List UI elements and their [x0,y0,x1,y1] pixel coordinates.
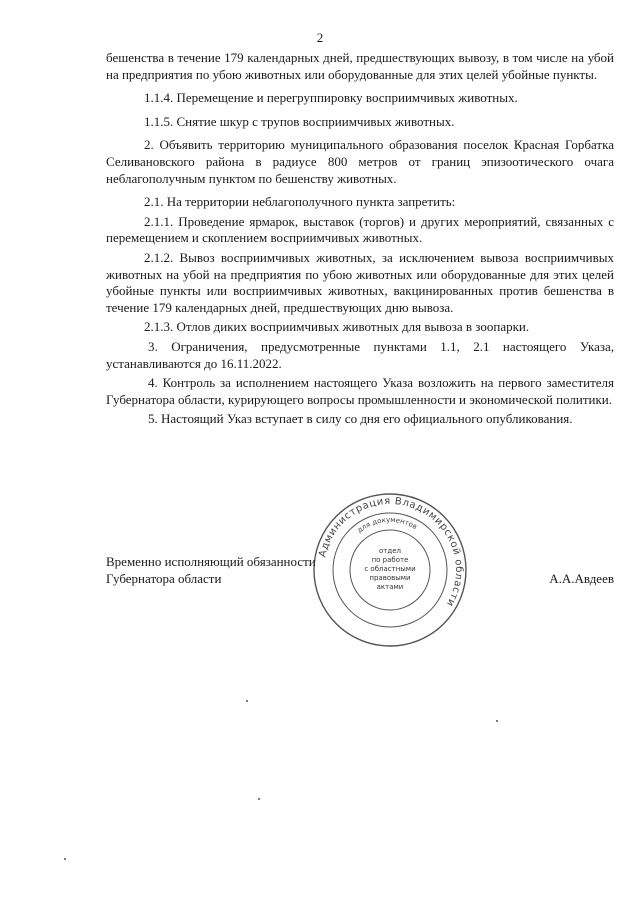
document-body [106,50,614,435]
stamp-outer-text: Администрация Владимирской области [317,495,465,609]
scan-speck [496,720,498,722]
signer-name: А.А.Авдеев [549,571,614,586]
signer-title-line2: Губернатора области [106,571,222,586]
paragraph: 2.1.2. Вывоз восприимчивых животных, за исключением вывоза восприимчивых животных на убой на предприятия по убою животных или оборудованные для этих целей убойные пункты или восприимчивых животных, вакцинированных против бешенства в течение 179 календарных дней, предшествующих дню вывоза. [106,249,614,315]
paragraph: 4. Контроль за исполнением настоящего Указа возложить на первого заместителя Губернатора области, курирующего вопросы промышленности и экономической политики. [106,375,614,407]
paragraph: 5. Настоящий Указ вступает в силу со дня его официального опубликования. [148,411,573,427]
stamp-line: отдел [379,547,401,555]
stamp-ring-text: для документов [355,515,419,535]
signature-block [106,553,614,587]
page-number: 2 [316,30,324,45]
paragraph: 2.1.3. Отлов диких восприимчивых животных для вывоза в зоопарки. [144,319,530,335]
paragraph: 1.1.4. Перемещение и перегруппировку восприимчивых животных. [144,90,518,106]
signer-title-line1: Временно исполняющий обязанности [106,554,316,569]
paragraph: бешенства в течение 179 календарных дней, предшествующих вывозу, в том числе на убой на предприятия по убою животных или оборудованные для этих целей убойные пункты. [106,50,614,82]
scan-speck [258,798,260,800]
paragraph: 1.1.5. Снятие шкур с трупов восприимчивых животных. [144,113,455,129]
scan-speck [246,700,248,702]
scan-speck [64,858,66,860]
paragraph: 2.1. На территории неблагополучного пункта запретить: [144,194,456,210]
stamp-line: с областными [364,565,416,573]
paragraph: 2. Объявить территорию муниципального образования поселок Красная Горбатка Селивановского района в радиусе 800 метров от границ эпизоотического очага неблагополучным пунктом по бешенству животных. [106,137,614,186]
stamp-line: по работе [371,556,409,564]
paragraph: 2.1.1. Проведение ярмарок, выставок (торгов) и других мероприятий, связанных с перемещением и скоплением восприимчивых животных. [106,213,614,246]
stamp-line: правовыми [369,574,411,582]
paragraph: 3. Ограничения, предусмотренные пунктами 1.1, 2.1 настоящего Указа, устанавливаются до 16.11.2022. [106,338,614,371]
stamp-line: актами [376,583,404,591]
